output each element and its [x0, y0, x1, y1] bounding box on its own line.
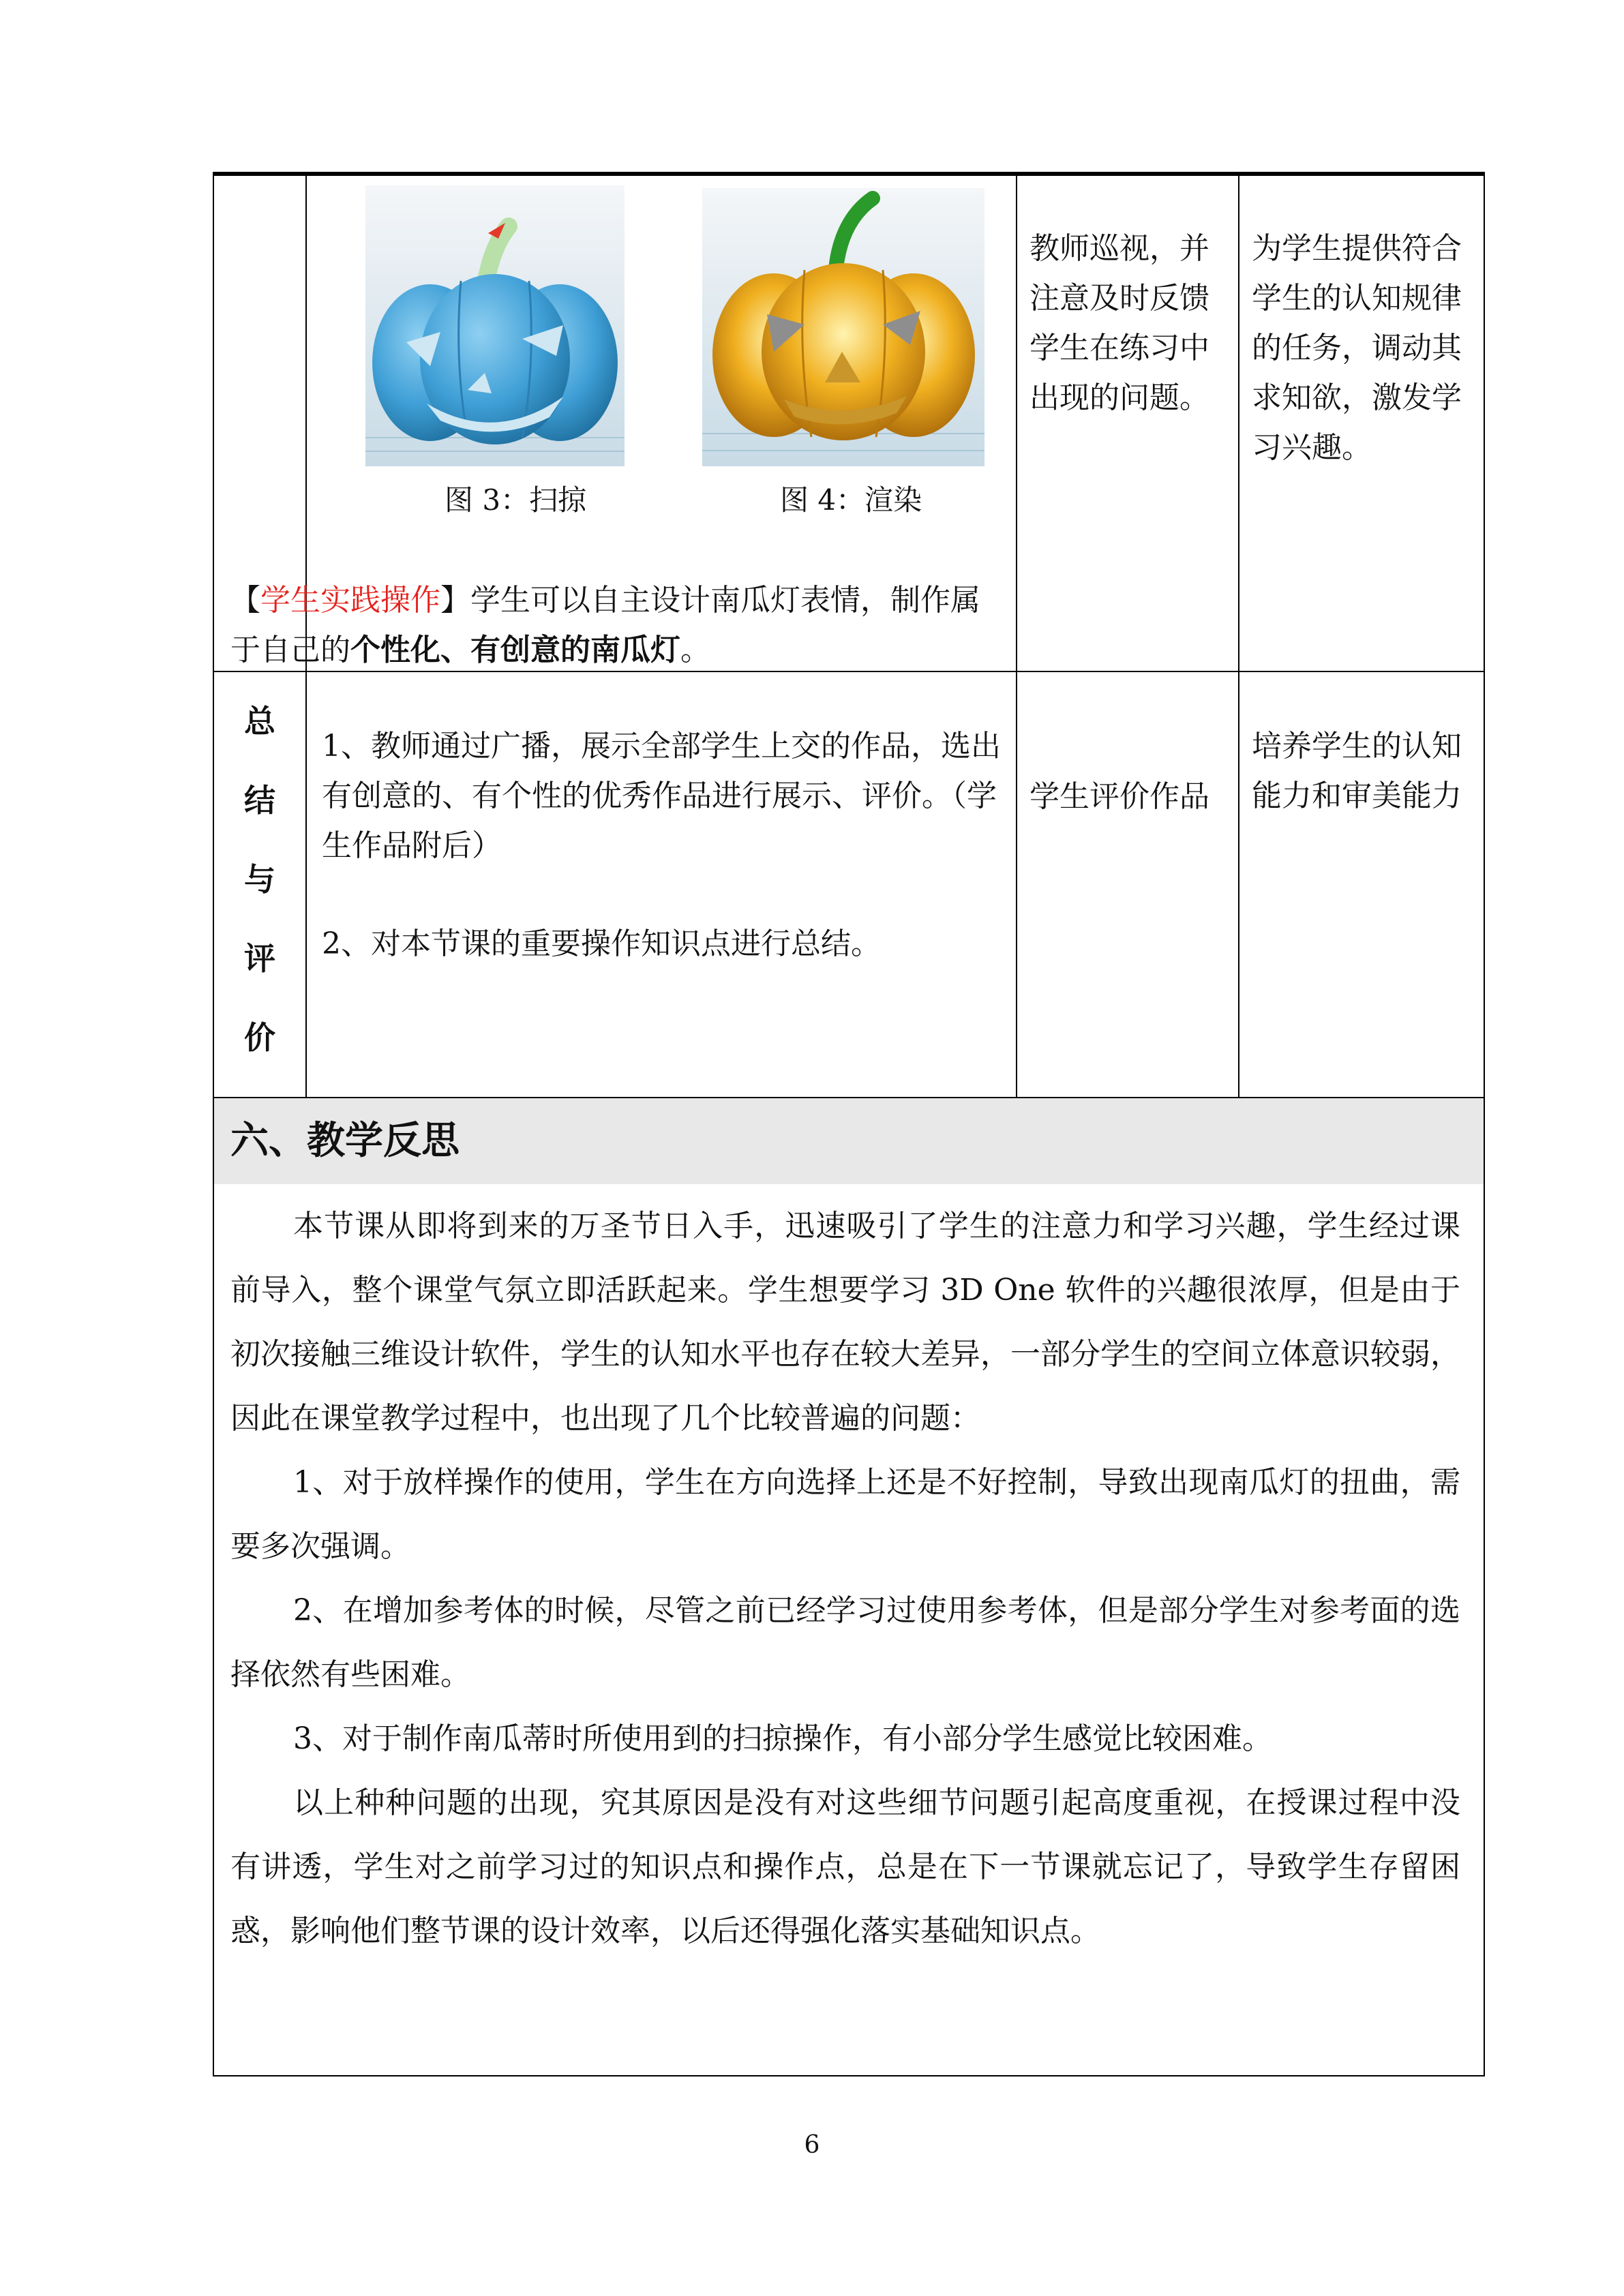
summary-item-2: 2、对本节课的重要操作知识点进行总结。 [322, 926, 881, 961]
practice-end: 。 [680, 633, 710, 667]
bracket-close: 】 [440, 583, 470, 618]
summary-eval-label [214, 682, 305, 1077]
design-purpose-cell: 为学生提供符合学生的认知规律的任务，调动其求知欲，激发学习兴趣。 [1252, 231, 1462, 465]
reflection-paragraph: 3、对于制作南瓜蒂时所使用到的扫掠操作，有小部分学生感觉比较困难。 [293, 1721, 1272, 1756]
pumpkin-orange-render-icon [702, 188, 984, 466]
col-divider-2 [1016, 176, 1017, 1098]
practice-text: 学生可以自主设计南瓜灯表情，制作属于自己的 [230, 583, 980, 667]
reflection-paragraph: 以上种种问题的出现，究其原因是没有对这些细节问题引起高度重视，在授课过程中没有讲透，学生对之前学习过的知识点和操作点，总是在下一节课就忘记了，导致学生存留困惑，影响他们整节课的设计效率，以后还得强化落实基础知识点。 [230, 1785, 1460, 1948]
reflection-paragraph: 2、在增加参考体的时候，尽管之前已经学习过使用参考体，但是部分学生对参考面的选择依然有些困难。 [230, 1593, 1460, 1692]
label-char-1: 总 [244, 703, 275, 740]
col-divider-3 [1238, 176, 1239, 1098]
reflection-paragraph: 本节课从即将到来的万圣节日入手，迅速吸引了学生的注意力和学习兴趣，学生经过课前导入，整个课堂气氛立即活跃起来。学生想要学习 3D One 软件的兴趣很浓厚，但是由于初次接触三维设计软件，学生的认知水平也存在较大差异，一部分学生的空间立体意识较弱，因此在课堂教学过程中，也出现了几个比较普遍的问题： [230, 1209, 1460, 1436]
teacher-activity-cell: 教师巡视，并注意及时反馈学生在练习中出现的问题。 [1029, 231, 1209, 415]
reflection-paragraph: 1、对于放样操作的使用，学生在方向选择上还是不好控制，导致出现南瓜灯的扭曲，需要多次强调。 [230, 1465, 1460, 1564]
figure-4-render [702, 188, 984, 466]
figure-4-caption: 图 4：渲染 [780, 483, 922, 517]
figure-3-caption: 图 3：扫掠 [445, 483, 587, 517]
summary-item-1: 1、教师通过广播，展示全部学生上交的作品，选出有创意的、有个性的优秀作品进行展示、评价。（学生作品附后） [322, 729, 1001, 863]
purpose-cell-2: 培养学生的认知能力和审美能力 [1252, 729, 1462, 813]
practice-label: 学生实践操作 [260, 583, 440, 618]
label-char-5: 价 [244, 1019, 275, 1056]
section-header [214, 1098, 1484, 1184]
pumpkin-blue-sweep-icon [365, 185, 625, 466]
label-char-2: 结 [244, 782, 275, 819]
label-char-4: 评 [244, 940, 275, 977]
lesson-plan-table [213, 172, 1485, 2076]
page-number: 6 [804, 2131, 820, 2159]
figure-3-sweep [365, 185, 625, 466]
reflection-body [230, 1194, 1460, 1963]
section-title: 六、教学反思 [230, 1119, 460, 1163]
student-activity-cell: 学生评价作品 [1029, 779, 1209, 814]
practice-emphasis: 个性化、有创意的南瓜灯 [350, 633, 680, 667]
practice-instruction [230, 575, 1008, 675]
bracket-open: 【 [230, 583, 260, 618]
label-char-3: 与 [244, 861, 275, 898]
